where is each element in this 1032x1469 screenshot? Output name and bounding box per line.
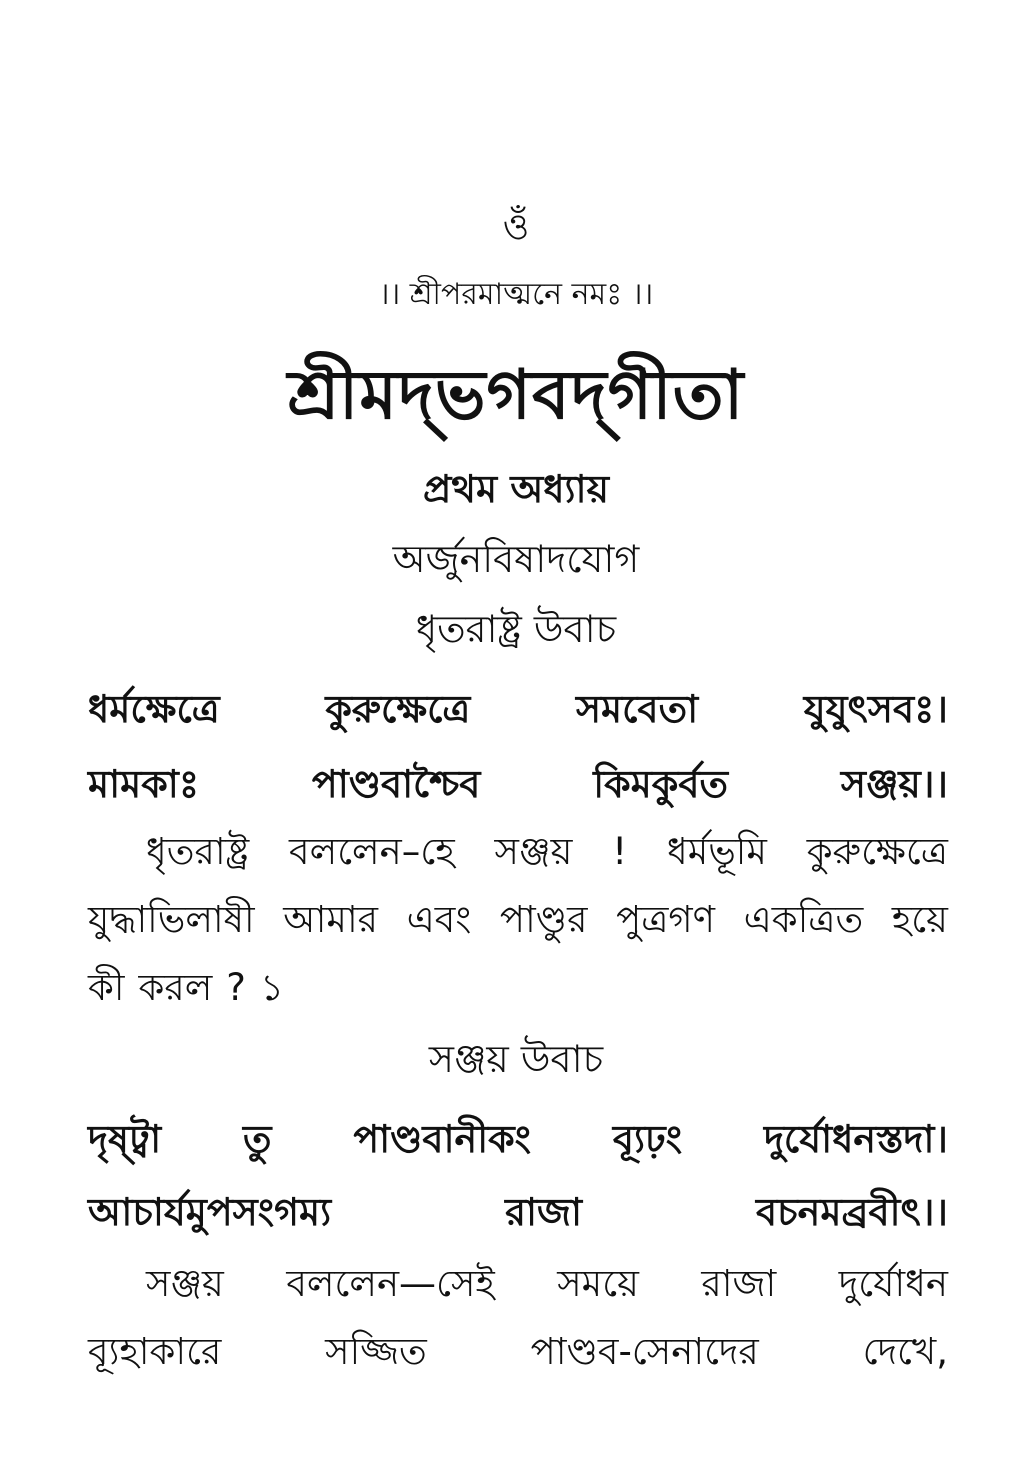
translation-word: ধর্মভূমি: [666, 830, 767, 873]
verse-word: ব্যূঢ়ং: [612, 1117, 683, 1161]
verse-word: সমবেতা: [575, 687, 699, 731]
verse-line: [88, 1183, 948, 1247]
verse-word: কিমকুর্বত: [593, 762, 729, 806]
translation-word: ব্যূহাকারে: [88, 1330, 222, 1373]
translation-word: !: [612, 830, 628, 873]
translation-word: বললেন–হে: [289, 830, 455, 873]
translation-word: হয়ে: [891, 898, 948, 941]
invocation: ।। শ্রীপরমাত্মনে নমঃ ।।: [378, 277, 654, 312]
verse-word: রাজা: [505, 1190, 583, 1234]
translation-word: যুদ্ধাভিলাষী: [88, 898, 255, 941]
verse-word: যুযুৎসবঃ।: [803, 687, 948, 731]
translation-word: ?: [226, 966, 246, 1009]
verse-line: [88, 755, 948, 819]
page-title: শ্রীমদ্‌ভগবদ্‌গীতা: [287, 356, 745, 435]
verse-word: পাণ্ডবানীকং: [353, 1117, 532, 1161]
verse-line: [88, 680, 948, 744]
verse-word: পাণ্ডবাশ্চৈব: [311, 762, 481, 806]
chapter-heading: প্রথম অধ্যায়: [423, 467, 609, 511]
translation-paragraph: [88, 1250, 948, 1386]
verse-word: সঞ্জয়।।: [840, 762, 948, 806]
translation-word: রাজা: [701, 1262, 777, 1305]
translation-word: সঞ্জয়: [146, 1262, 224, 1305]
translation-word: পাণ্ডব-সেনাদের: [530, 1330, 759, 1373]
translation-word: কুরুক্ষেত্রে: [806, 830, 948, 873]
translation-word: আমার: [283, 898, 379, 941]
verse-word: দুর্যোধনস্তদা।: [763, 1117, 948, 1161]
translation-word: পাণ্ডুর: [499, 898, 588, 941]
translation-word: সময়ে: [557, 1262, 639, 1305]
verse-word: দৃষ্ট্বা: [88, 1117, 162, 1161]
verse-word: বচনমব্রবীৎ।।: [756, 1190, 948, 1234]
translation-word: দেখে,: [862, 1330, 948, 1373]
translation-word: এবং: [406, 898, 472, 941]
translation-line: [88, 1318, 948, 1386]
verse-line: [88, 1110, 948, 1174]
verse-word: মামকাঃ: [88, 762, 200, 806]
translation-line: [88, 886, 948, 954]
speaker-heading: সঞ্জয় উবাচ: [428, 1037, 604, 1081]
verse-word: ধর্মক্ষেত্রে: [88, 687, 220, 731]
chapter-subtitle: অর্জুনবিষাদযোগ: [392, 537, 640, 581]
om-symbol: ওঁ: [502, 207, 530, 248]
translation-word: ধৃতরাষ্ট্র: [146, 830, 250, 873]
translation-word: পুত্রগণ: [616, 898, 716, 941]
translation-paragraph: [88, 818, 948, 1022]
translation-word: সজ্জিত: [325, 1330, 427, 1373]
translation-line: [88, 954, 948, 1022]
translation-word: করল: [138, 966, 213, 1009]
verse-number: ১: [259, 966, 284, 1009]
translation-word: বললেন—সেই: [286, 1262, 495, 1305]
verse-word: আচার্যমুপসংগম্য: [88, 1190, 332, 1234]
translation-line: [88, 818, 948, 886]
translation-word: একত্রিত: [743, 898, 864, 941]
translation-line: [88, 1250, 948, 1318]
verse-word: কুরুক্ষেত্রে: [325, 687, 471, 731]
verse-word: তু: [242, 1117, 272, 1161]
translation-word: কী: [88, 966, 125, 1009]
translation-word: দুর্যোধন: [838, 1262, 948, 1305]
speaker-heading: ধৃতরাষ্ট্র উবাচ: [415, 607, 617, 651]
translation-word: সঞ্জয়: [494, 830, 573, 873]
